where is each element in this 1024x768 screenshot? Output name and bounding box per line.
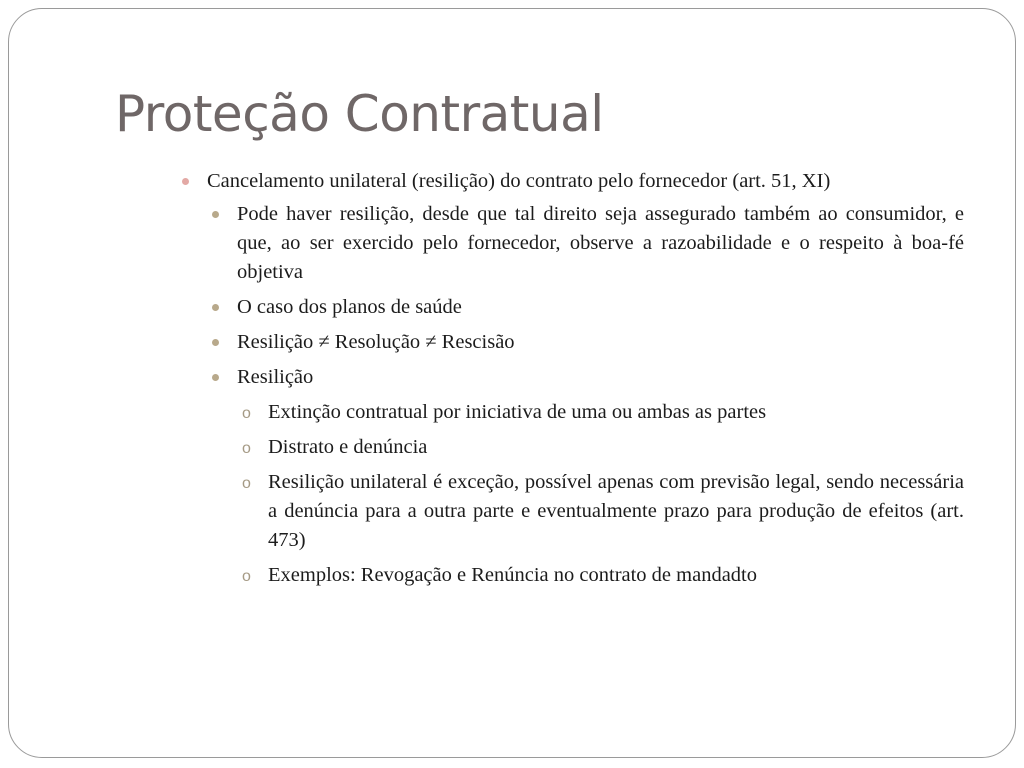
- bullet-level2: [209, 363, 964, 392]
- pink-dot-icon: [182, 178, 189, 185]
- circle-bullet-icon: o: [242, 568, 251, 585]
- tan-dot-icon: [212, 304, 219, 311]
- tan-dot-icon: [212, 374, 219, 381]
- bullet-text: Resilição: [237, 366, 314, 388]
- bullet-level3: [240, 433, 964, 462]
- circle-bullet-icon: o: [242, 475, 251, 492]
- bullet-level3: [240, 468, 964, 555]
- slide: [8, 8, 1016, 758]
- bullet-text: Resilição unilateral é exceção, possível apenas com previsão legal, sendo necessária a denúncia para a outra parte e eventualmente prazo para produção de efeitos (art. 473): [268, 471, 964, 551]
- bullet-level2: [209, 293, 964, 322]
- circle-bullet-icon: o: [242, 405, 251, 422]
- bullet-text: Cancelamento unilateral (resilição) do contrato pelo fornecedor (art. 51, XI): [207, 170, 831, 192]
- bullet-text: O caso dos planos de saúde: [237, 296, 462, 318]
- slide-title: Proteção Contratual: [115, 85, 604, 143]
- tan-dot-icon: [212, 211, 219, 218]
- circle-bullet-icon: o: [242, 440, 251, 457]
- bullet-level2: [209, 200, 964, 287]
- bullet-level3: [240, 561, 964, 590]
- bullet-level1: [179, 167, 964, 196]
- bullet-text: Exemplos: Revogação e Renúncia no contrato de mandadto: [268, 564, 757, 586]
- tan-dot-icon: [212, 339, 219, 346]
- bullet-text: Extinção contratual por iniciativa de uma ou ambas as partes: [268, 401, 767, 423]
- bullet-text: Pode haver resilição, desde que tal direito seja assegurado também ao consumidor, e que, ao ser exercido pelo fornecedor, observe a razoabilidade e o respeito à boa-fé objetiva: [237, 203, 964, 283]
- bullet-level3: [240, 398, 964, 427]
- slide-content: [179, 167, 964, 596]
- bullet-text: Distrato e denúncia: [268, 436, 428, 458]
- bullet-level2: [209, 328, 964, 357]
- bullet-text: Resilição ≠ Resolução ≠ Rescisão: [237, 331, 515, 353]
